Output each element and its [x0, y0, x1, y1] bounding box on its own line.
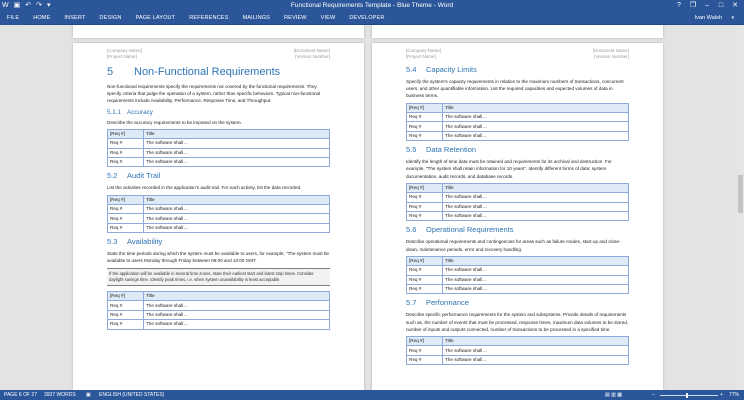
page-header-left — [107, 48, 142, 60]
table-cell: The software shall… — [443, 266, 629, 275]
table-cell: The software shall… — [443, 193, 629, 202]
table-header-cell: Title — [144, 129, 330, 138]
table-cell: Req # — [407, 202, 443, 211]
table-cell: Req # — [108, 223, 144, 232]
guidance-note: If the application will be available in several time zones, state their earliest start and latest stop times. Consider daylight savings time. Identify peak times, i.e. when system unavailability is least acceptable. — [107, 268, 330, 286]
tab-home[interactable]: HOME — [33, 15, 51, 21]
zoom-out-icon[interactable]: – — [652, 392, 655, 398]
table-cell: Req # — [108, 310, 144, 319]
word-count[interactable]: 3937 WORDS — [44, 392, 76, 398]
maximize-icon[interactable]: □ — [718, 2, 724, 9]
proofing-icon[interactable]: ▣ — [86, 392, 91, 398]
zoom-in-icon[interactable]: + — [720, 392, 723, 398]
table-cell: The software shall… — [144, 214, 330, 223]
heading-text: Operational Requirements — [426, 225, 514, 235]
table-header-row — [407, 256, 629, 265]
table-row — [407, 113, 629, 122]
ribbon-display-icon[interactable]: ❐ — [689, 2, 697, 9]
help-icon[interactable]: ? — [677, 2, 681, 9]
table-cell: The software shall… — [144, 223, 330, 232]
table-cell: Req # — [407, 346, 443, 355]
zoom-slider[interactable] — [660, 395, 718, 396]
header-project: [Project Name] — [406, 54, 436, 59]
paragraph: State the time periods during which the system must be available to users, for example, "The system must be available to users Monday through Friday between 06:00 and 10:00 GMT. — [107, 251, 329, 264]
header-version: [Version Number] — [295, 54, 330, 59]
heading-5-6 — [406, 225, 629, 235]
table-row — [407, 266, 629, 275]
collapse-ribbon-icon[interactable]: ▾ — [731, 15, 734, 21]
table-cell: The software shall… — [443, 284, 629, 293]
table-cell: Req # — [407, 284, 443, 293]
paragraph: Describe operational requirements and contingencies for areas such as failure modes, start-up and close-down, maintenance periods, error and recovery handling. — [406, 239, 621, 252]
heading-text: Performance — [426, 298, 469, 308]
minimize-icon[interactable]: – — [705, 2, 709, 9]
table-cell: The software shall… — [144, 320, 330, 329]
heading-5-3 — [107, 237, 330, 247]
table-cell: Req # — [108, 301, 144, 310]
table-row — [108, 148, 330, 157]
table-header-row — [108, 291, 330, 300]
header-doc-name: [Document Name] — [293, 48, 330, 53]
table-cell: Req # — [407, 113, 443, 122]
table-cell: The software shall… — [443, 202, 629, 211]
status-bar — [0, 390, 744, 400]
table-row — [108, 204, 330, 213]
requirements-table — [406, 183, 629, 222]
header-doc-name: [Document Name] — [592, 48, 629, 53]
table-cell: The software shall… — [443, 211, 629, 220]
heading-text: Capacity Limits — [426, 65, 477, 74]
table-cell: Req # — [407, 193, 443, 202]
heading-text: Audit Trail — [127, 171, 161, 181]
undo-icon[interactable]: ↶ — [25, 2, 32, 9]
table-cell: Req # — [407, 266, 443, 275]
table-header-row — [407, 103, 629, 112]
table-cell: Req # — [108, 139, 144, 148]
tab-page-layout[interactable]: PAGE LAYOUT — [135, 15, 176, 21]
scrollbar-thumb[interactable] — [738, 175, 743, 213]
paragraph: Specify the system's capacity requirements in relation to the maximum numbers of transactions, concurrent users, and other quantifiable information. List the required capacities and expected volumes of data in business terms. — [406, 79, 624, 99]
table-header-cell: Title — [443, 183, 629, 192]
table-row — [407, 211, 629, 220]
table-row — [108, 214, 330, 223]
document-canvas[interactable] — [0, 25, 744, 390]
requirements-table — [406, 336, 629, 365]
requirements-table — [406, 103, 629, 142]
table-cell: Req # — [108, 148, 144, 157]
vertical-scrollbar[interactable] — [737, 25, 744, 390]
paragraph: Describe the accuracy requirements to be imposed on the system. — [107, 119, 242, 125]
tab-references[interactable]: REFERENCES — [189, 15, 229, 21]
view-mode-icons[interactable]: ▤ ▥ ▦ — [605, 392, 622, 398]
page-header-left — [406, 48, 441, 60]
zoom-level[interactable]: 77% — [729, 392, 740, 398]
page-right-content — [406, 65, 629, 367]
heading-5 — [107, 65, 330, 80]
table-cell: Req # — [407, 275, 443, 284]
table-header-cell: [Req #] — [407, 336, 443, 345]
tab-view[interactable]: VIEW — [320, 15, 336, 21]
table-row — [407, 202, 629, 211]
heading-number: 5 — [107, 66, 114, 78]
table-cell: Req # — [108, 320, 144, 329]
language[interactable]: ENGLISH (UNITED STATES) — [99, 392, 165, 398]
previous-page-edge-right — [372, 25, 663, 38]
table-row — [108, 301, 330, 310]
heading-number: 5.2 — [107, 171, 118, 181]
table-header-cell: [Req #] — [407, 256, 443, 265]
paragraph: Describe specific performance requirements for the system and subsystems. Provide details of requirements such as, the number of events that must be processed, response times, maximum data volumes to be stored, number of inputs and outputs connected, number of transactions to be processed in a specified time. — [406, 312, 629, 332]
table-row — [407, 131, 629, 140]
table-header-cell: Title — [144, 291, 330, 300]
table-cell: The software shall… — [443, 131, 629, 140]
table-header-row — [108, 195, 330, 204]
zoom-slider-thumb[interactable] — [686, 393, 688, 398]
table-cell: Req # — [407, 211, 443, 220]
table-header-cell: Title — [443, 336, 629, 345]
table-header-cell: Title — [144, 195, 330, 204]
header-company: [Company Name] — [107, 48, 143, 53]
paragraph: Non-functional requirements specify the requirements not covered by the functional requirements. They specify criteria that judge the operation of a system, rather than specific behaviors. Typical non-functional requirements include Availability, Performance, Response Time, and Throughput. — [107, 84, 321, 104]
heading-number: 5.7 — [406, 298, 417, 308]
tab-insert[interactable]: INSERT — [64, 15, 86, 21]
tab-developer[interactable]: DEVELOPER — [349, 15, 385, 21]
paragraph: List the activities recorded in the application's audit trail. For each activity, list the data recorded. — [107, 185, 302, 191]
table-cell: Req # — [407, 122, 443, 131]
table-cell: Req # — [108, 214, 144, 223]
page-left-content — [107, 65, 330, 332]
tab-review[interactable]: REVIEW — [284, 15, 307, 21]
table-header-cell: [Req #] — [108, 195, 144, 204]
table-row — [108, 139, 330, 148]
previous-page-edge-left — [73, 25, 364, 38]
title-bar — [0, 0, 744, 12]
heading-5-1-1 — [107, 108, 330, 117]
page-header-right — [593, 48, 629, 60]
heading-number: 5.1.1 — [107, 108, 122, 116]
table-row — [407, 122, 629, 131]
table-row — [407, 284, 629, 293]
ribbon-tabs — [0, 12, 391, 25]
table-cell: Req # — [108, 157, 144, 166]
heading-number: 5.3 — [107, 237, 118, 247]
requirements-table — [107, 129, 330, 168]
page-count[interactable]: PAGE 6 OF 27 — [4, 392, 37, 398]
table-row — [108, 320, 330, 329]
customize-qat-icon[interactable]: ▾ — [46, 2, 51, 9]
table-header-row — [407, 183, 629, 192]
page-header-right — [294, 48, 330, 60]
requirements-table — [107, 195, 330, 234]
table-header-cell: [Req #] — [108, 291, 144, 300]
table-cell: Req # — [108, 204, 144, 213]
table-cell: The software shall… — [443, 113, 629, 122]
heading-text: Availability — [127, 237, 163, 247]
requirements-table — [406, 256, 629, 295]
heading-text: Non-Functional Requirements — [134, 66, 281, 78]
heading-number: 5.6 — [406, 225, 417, 235]
table-header-cell: Title — [443, 256, 629, 265]
table-row — [108, 223, 330, 232]
table-row — [407, 346, 629, 355]
heading-5-4 — [406, 65, 629, 75]
table-cell: The software shall… — [144, 301, 330, 310]
table-cell: The software shall… — [443, 355, 629, 364]
tab-mailings[interactable]: MAILINGS — [242, 15, 270, 21]
page-left[interactable] — [73, 43, 364, 390]
header-company: [Company Name] — [406, 48, 442, 53]
tab-file[interactable]: FILE — [0, 12, 26, 25]
table-header-cell: [Req #] — [407, 183, 443, 192]
table-header-cell: [Req #] — [407, 103, 443, 112]
header-version: [Version Number] — [594, 54, 629, 59]
table-cell: The software shall… — [144, 157, 330, 166]
table-row — [407, 193, 629, 202]
table-cell: The software shall… — [144, 148, 330, 157]
word-app-icon[interactable]: W — [2, 2, 9, 9]
save-icon[interactable]: ▣ — [13, 2, 21, 9]
heading-5-7 — [406, 298, 629, 308]
heading-5-5 — [406, 145, 629, 155]
heading-text: Accuracy — [127, 108, 153, 116]
heading-5-2 — [107, 171, 330, 181]
table-header-row — [108, 129, 330, 138]
tab-design[interactable]: DESIGN — [99, 15, 122, 21]
table-header-cell: [Req #] — [108, 129, 144, 138]
header-project: [Project Name] — [107, 54, 137, 59]
heading-text: Data Retention — [426, 145, 477, 155]
paragraph: Identify the length of time data must be retained and requirements for its archival and destruction. For example, "The system shall retain information for 10 years". Identify different forms of data: system documentation, audit records, and database records. — [406, 159, 612, 179]
ribbon-tab-bar — [0, 12, 744, 25]
window-title: Functional Requirements Template - Blue Theme - Word — [290, 2, 454, 9]
table-cell: The software shall… — [443, 275, 629, 284]
table-row — [108, 157, 330, 166]
table-row — [407, 355, 629, 364]
table-row — [407, 275, 629, 284]
page-right[interactable] — [372, 43, 663, 390]
table-cell: Req # — [407, 131, 443, 140]
heading-number: 5.4 — [406, 65, 417, 74]
table-row — [108, 310, 330, 319]
table-header-row — [407, 336, 629, 345]
window-controls — [672, 0, 742, 12]
redo-icon[interactable]: ↷ — [36, 2, 42, 9]
table-cell: The software shall… — [443, 346, 629, 355]
heading-number: 5.5 — [406, 145, 417, 155]
table-cell: The software shall… — [144, 310, 330, 319]
close-icon[interactable]: ✕ — [732, 2, 738, 9]
table-cell: The software shall… — [144, 139, 330, 148]
user-account[interactable]: Ivan Walsh — [694, 15, 722, 21]
requirements-table — [107, 291, 330, 330]
table-header-cell: Title — [443, 103, 629, 112]
table-cell: The software shall… — [443, 122, 629, 131]
table-cell: Req # — [407, 355, 443, 364]
table-cell: The software shall… — [144, 204, 330, 213]
